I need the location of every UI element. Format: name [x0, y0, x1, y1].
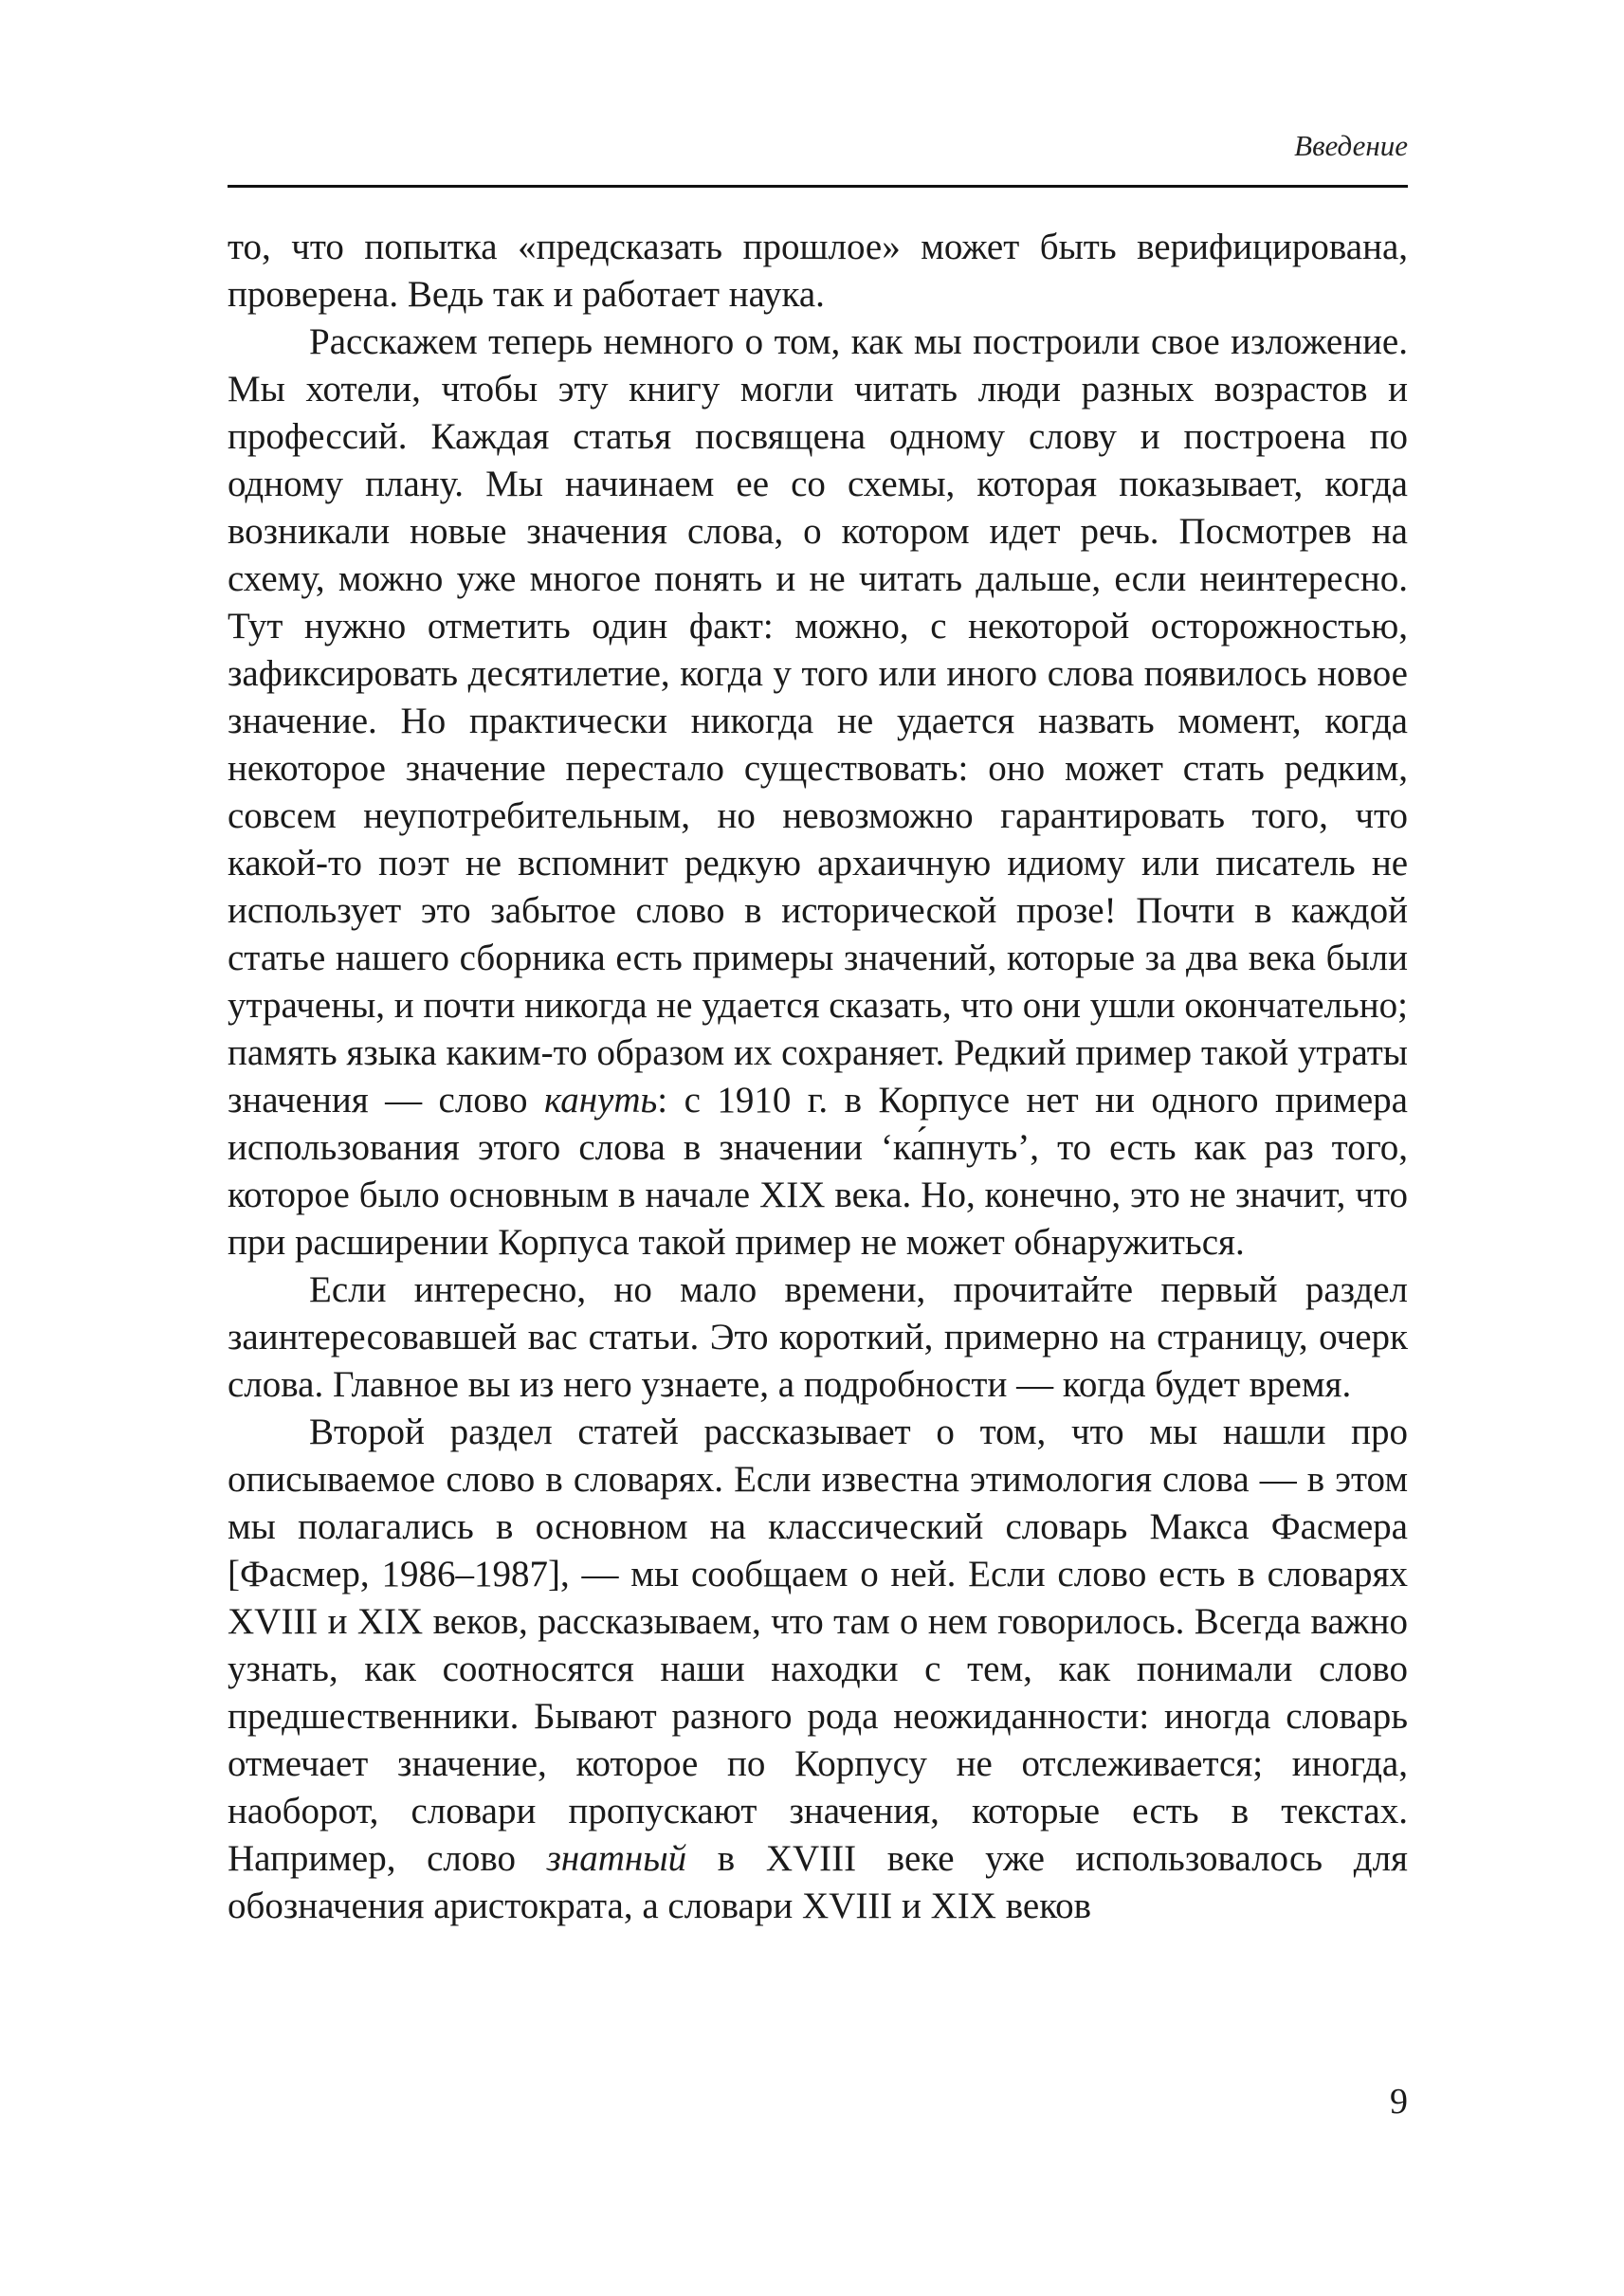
text-run: Второй раздел статей рассказывает о том, что мы нашли про описываемое слово в словарях. Если известна этимология слова — в этом мы полагались в основном на классический словарь Макса Фасмера [Фасмер, 1986–1987], — мы сообщаем о ней. Если слово есть в словарях XVIII и XIX веков, рассказываем, что там о нем говорилось. Всегда важно узнать, как соотносятся наши находки с тем, как понимали слово предшественники. Бывают разного рода неожиданности: иногда словарь отмечает значение, которое по Корпусу не отслеживается; иногда, наоборот, словари пропускают значения, которые есть в текстах. Например, слово [228, 1412, 1408, 1879]
paragraph-3 [228, 1266, 1408, 1409]
paragraph-2 [228, 319, 1408, 1266]
header-rule [228, 185, 1408, 188]
paragraph-1 [228, 224, 1408, 319]
running-head: Введение [1294, 129, 1408, 162]
text-run: Если интересно, но мало времени, прочитайте первый раздел заинтересовавшей вас статьи. Это короткий, примерно на страницу, очерк слова. Главное вы из него узнаете, а подробности — когда будет время. [228, 1269, 1408, 1405]
paragraph-4 [228, 1409, 1408, 1930]
page-number: 9 [1390, 2082, 1408, 2122]
text-run: в XVIII веке уже использовалось для обозначения аристократа, а словари XVIII и XIX веков [228, 1838, 1408, 1926]
italic-term: кануть [543, 1080, 658, 1121]
body-text [228, 224, 1408, 1930]
text-run: то, что попытка «предсказать прошлое» может быть верифицирована, проверена. Ведь так и работает наука. [228, 227, 1408, 315]
italic-term: знатный [546, 1838, 687, 1879]
text-run: : с 1910 г. в Корпусе нет ни одного примера использования этого слова в значении ‘ка́пнуть’, то есть как раз того, которое было основным в начале XIX века. Но, конечно, это не значит, что при расширении Корпуса такой пример не может обнаружиться. [228, 1080, 1408, 1263]
text-run: Расскажем теперь немного о том, как мы построили свое изложение. Мы хотели, чтобы эту книгу могли читать люди разных возрастов и профессий. Каждая статья посвящена одному слову и построена по одному плану. Мы начинаем ее со схемы, которая показывает, когда возникали новые значения слова, о котором идет речь. Посмотрев на схему, можно уже многое понять и не читать дальше, если неинтересно. Тут нужно отметить один факт: можно, с некоторой осторожностью, зафиксировать десятилетие, когда у того или иного слова появилось новое значение. Но практически никогда не удается назвать момент, когда некоторое значение перестало существовать: оно может стать редким, совсем неупотребительным, но невозможно гарантировать того, что какой-то поэт не вспомнит редкую архаичную идиому или писатель не использует это забытое слово в исторической прозе! Почти в каждой статье нашего сборника есть примеры значений, которые за два века были утрачены, и почти никогда не удается сказать, что они ушли окончательно; память языка каким-то образом их сохраняет. Редкий пример такой утраты значения — слово [228, 321, 1408, 1121]
